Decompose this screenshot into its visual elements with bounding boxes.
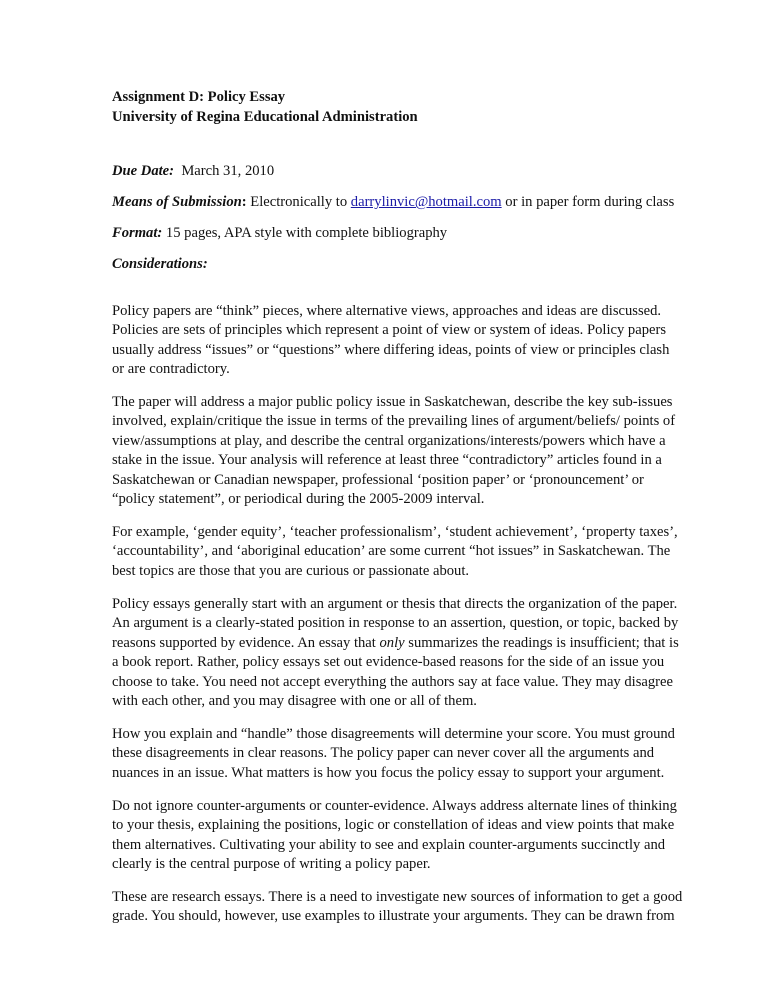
paragraph-line: “policy statement”, or periodical during the 2005-2009 interval. — [112, 491, 485, 507]
paragraph-line: These are research essays. There is a need to investigate new sources of information to get a good — [112, 889, 683, 905]
paragraph-line: The paper will address a major public policy issue in Saskatchewan, describe the key sub-issues — [112, 394, 673, 410]
format-label: Format: — [112, 225, 163, 241]
paragraph-line: clearly is the central purpose of writing a policy paper. — [112, 856, 431, 873]
paragraph-line: Policy papers are “think” pieces, where alternative views, approaches and ideas are discussed. — [112, 303, 662, 319]
paragraph-line: or are contradictory. — [112, 361, 230, 378]
paragraph-line: grade. You should, however, use examples to illustrate your arguments. They can be drawn from — [112, 908, 675, 925]
course-subtitle: University of Regina Educational Administration — [112, 109, 418, 125]
paragraph-line: with each other, and you may disagree with one or all of them. — [112, 693, 477, 709]
paragraph-line: Saskatchewan or Canadian newspaper, professional ‘position paper’ or ‘pronouncement’ or — [112, 471, 644, 488]
paragraph-line: them alternatives. Cultivating your ability to see and explain counter-arguments succinctly and — [112, 836, 666, 853]
paragraph-line: best topics are those that you are curious or passionate about. — [112, 562, 470, 579]
paragraph-line: to your thesis, explaining the positions, logic or constellation of ideas and view points that make — [112, 817, 675, 834]
paragraph-line: involved, explain/critique the issue in terms of the prevailing lines of argument/beliefs/ points of — [112, 413, 676, 430]
submission-line — [112, 193, 674, 212]
paragraph-line: stake in the issue. Your analysis will reference at least three “contradictory” articles found in a — [112, 452, 662, 469]
paragraph-line: nuances in an issue. What matters is how you focus the policy essay to support your argument. — [112, 764, 665, 781]
format-value: 15 pages, APA style with complete bibliography — [162, 225, 448, 241]
paragraph-line: choose to take. You need not accept everything the authors say at face value. They may disagree — [112, 673, 673, 690]
due-date-label: Due Date: — [112, 163, 175, 179]
paragraph-line: usually address “issues” or “questions” where differing ideas, points of view or principles clash — [112, 341, 670, 358]
paragraph-line: Policies are sets of principles which represent a point of view or system of ideas. Policy papers — [112, 322, 667, 339]
text-segment: reasons supported by evidence. An essay that — [112, 634, 380, 651]
considerations-heading: Considerations: — [112, 256, 208, 272]
text-segment: summarizes the readings is insufficient; that is — [404, 634, 679, 651]
submission-text: Electronically to — [246, 194, 351, 210]
submission-colon: : — [241, 194, 247, 210]
paragraph-line: view/assumptions at play, and describe the central organizations/interests/powers which have a — [112, 432, 666, 449]
email-link[interactable]: darrylinvic@hotmail.com — [350, 194, 502, 210]
paragraph-line: For example, ‘gender equity’, ‘teacher professionalism’, ‘student achievement’, ‘property taxes’, — [112, 524, 678, 540]
paragraph-line: Policy essays generally start with an argument or thesis that directs the organization of the paper. — [112, 596, 678, 612]
paragraph-line: Do not ignore counter-arguments or counter-evidence. Always address alternate lines of thinking — [112, 798, 677, 814]
paragraph-line: An argument is a clearly-stated position in response to an assertion, question, or topic, backed by — [112, 615, 679, 632]
paragraph-line: How you explain and “handle” those disagreements will determine your score. You must ground — [112, 726, 675, 742]
format-line — [112, 224, 447, 243]
paragraph-line: these disagreements in clear reasons. The policy paper can never cover all the arguments and — [112, 745, 655, 762]
paragraph-line: ‘accountability’, and ‘aboriginal education’ are some current “hot issues” in Saskatchewan. The — [112, 543, 671, 560]
paragraph-line — [112, 634, 679, 653]
submission-text-end: or in paper form during class — [501, 194, 675, 210]
paragraph-line: a book report. Rather, policy essays set out evidence-based reasons for the side of an issue you — [112, 654, 665, 671]
due-date-line — [112, 162, 274, 181]
due-date-value: March 31, 2010 — [181, 163, 275, 179]
emphasis: only — [379, 634, 405, 651]
submission-label: Means of Submission — [112, 194, 242, 210]
assignment-title: Assignment D: Policy Essay — [112, 89, 286, 105]
